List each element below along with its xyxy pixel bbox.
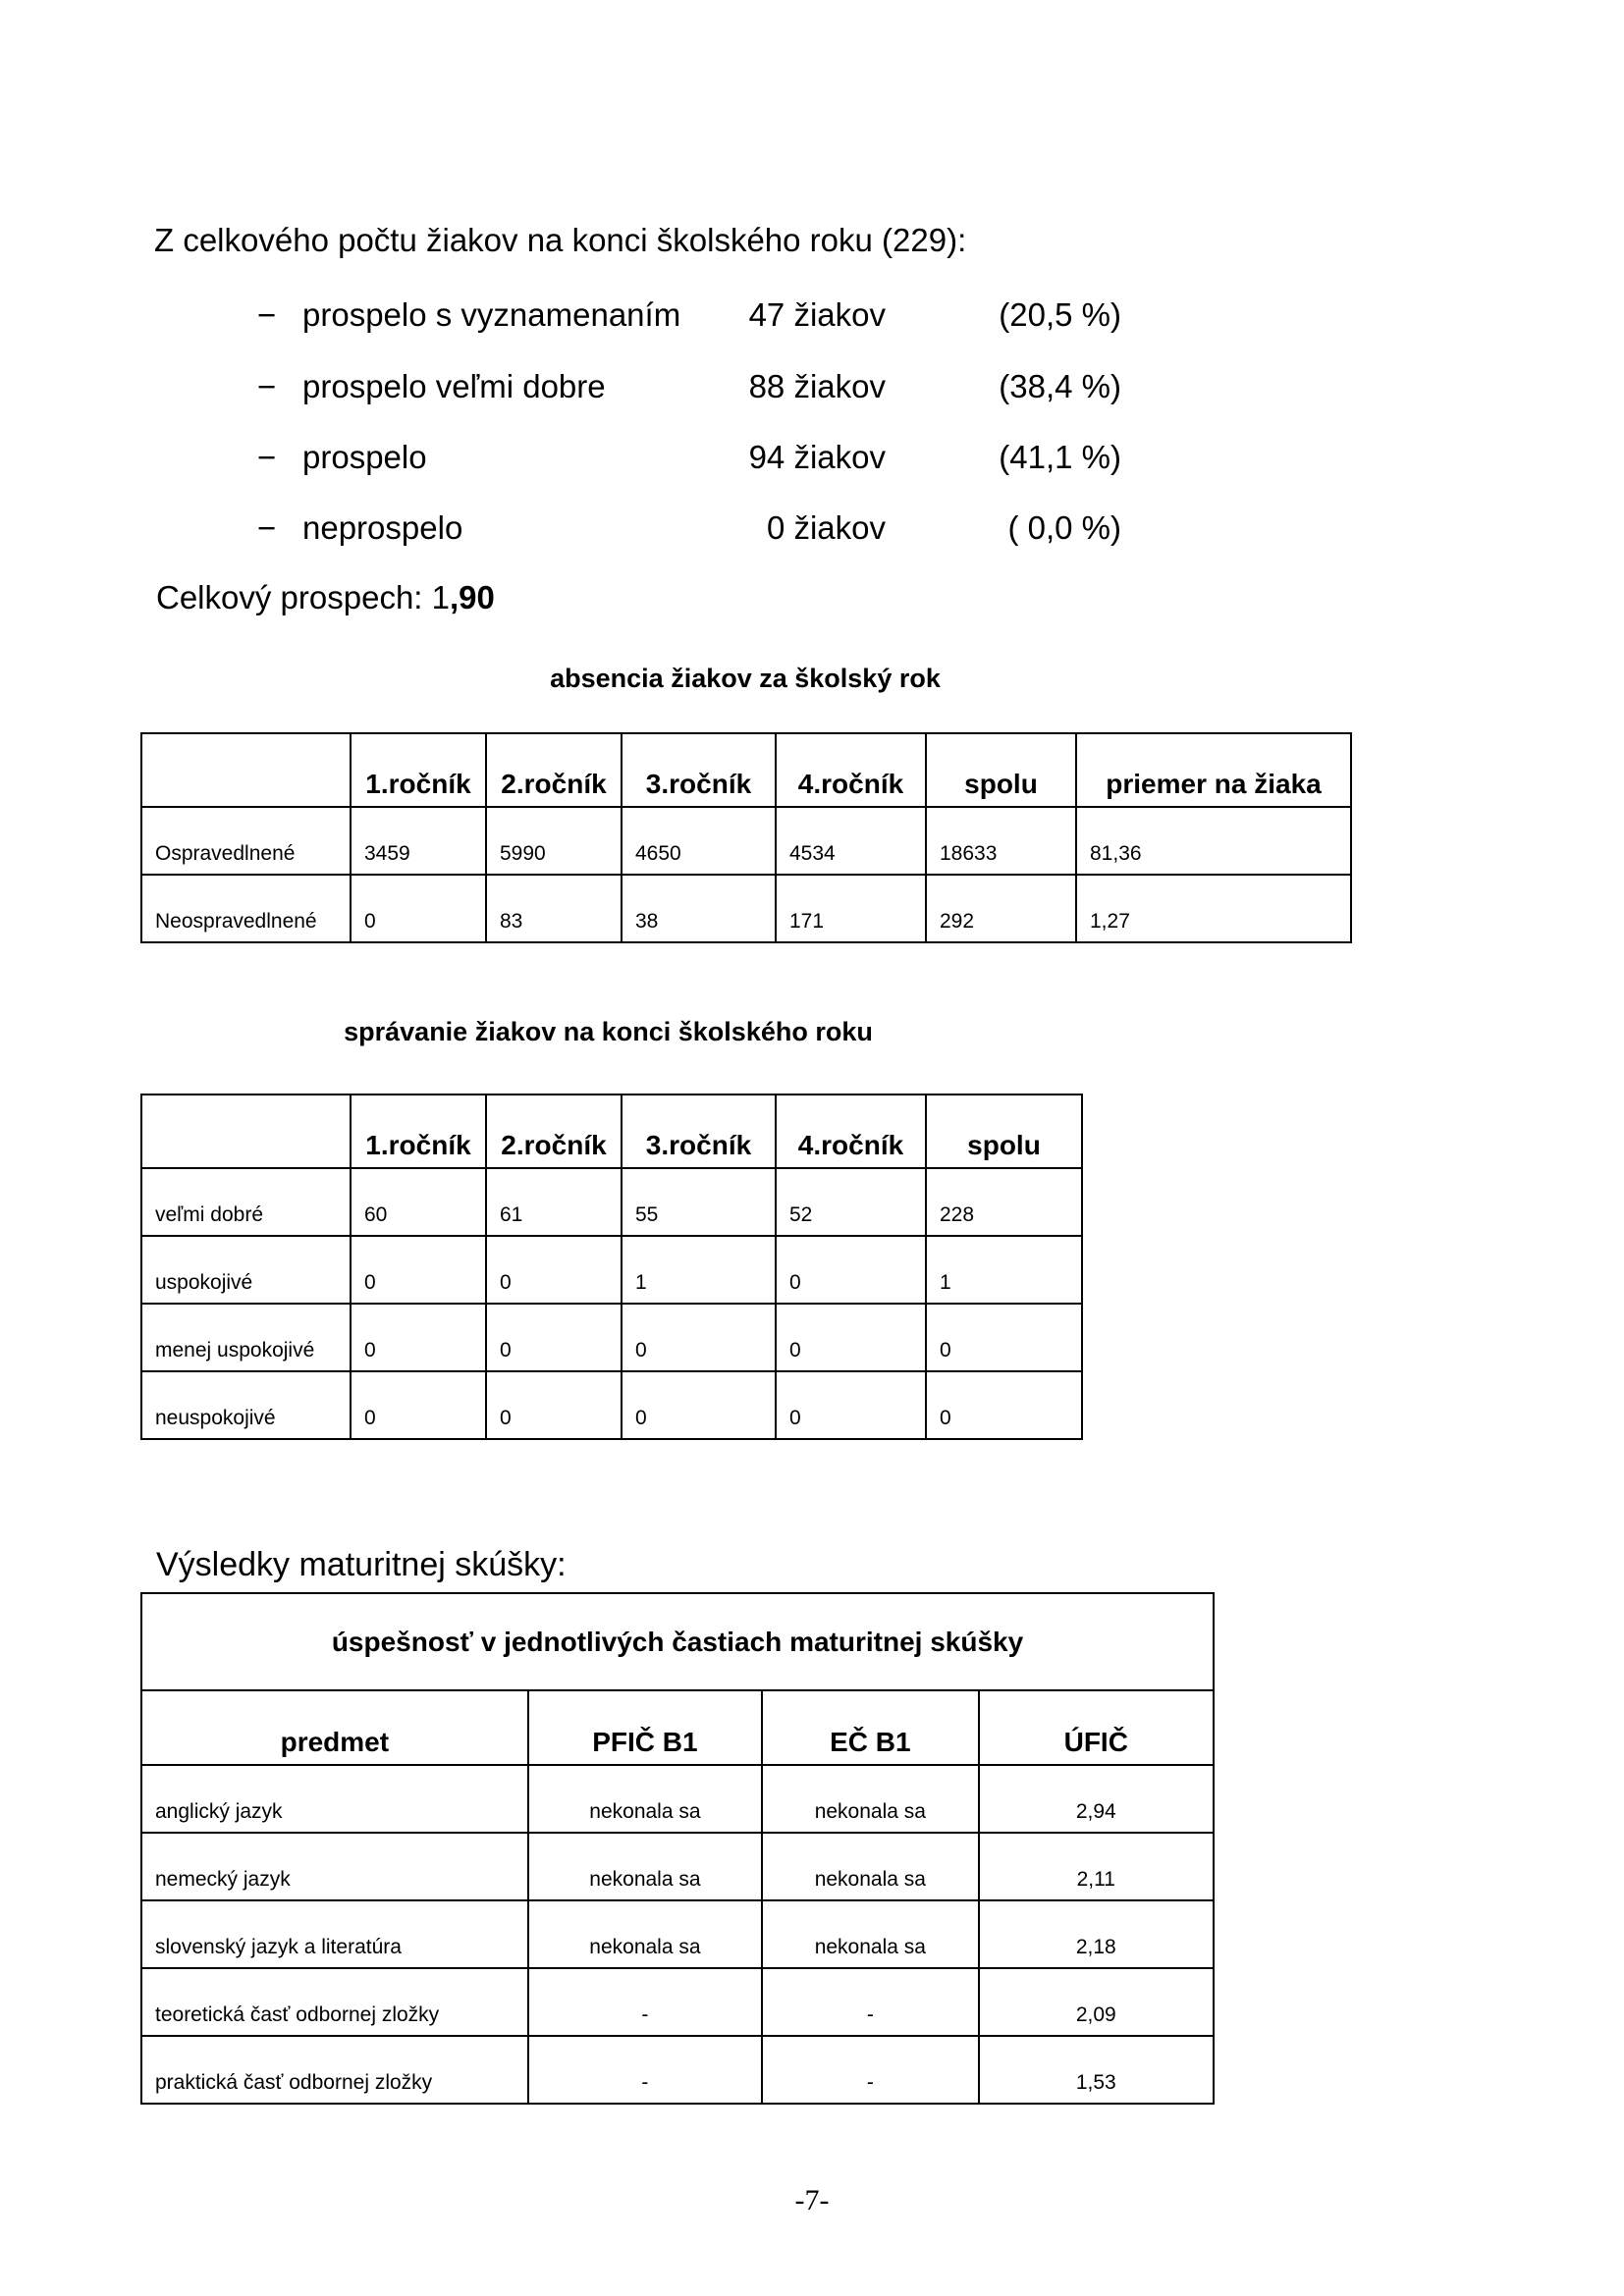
- table-cell: nekonala sa: [528, 1833, 762, 1900]
- table-cell: nekonala sa: [762, 1765, 978, 1833]
- row-label: menej uspokojivé: [141, 1304, 351, 1371]
- table-row: [141, 1900, 1214, 1968]
- table-cell: 61: [486, 1168, 622, 1236]
- overall-value: ,90: [449, 579, 495, 615]
- header-cell: 4.ročník: [776, 733, 926, 807]
- table-cell: 2,11: [979, 1833, 1214, 1900]
- table-cell: -: [528, 2036, 762, 2104]
- table-cell: nekonala sa: [528, 1900, 762, 1968]
- table-cell: 52: [776, 1168, 926, 1236]
- result-label: prospelo veľmi dobre: [302, 368, 606, 404]
- table-cell: -: [762, 1968, 978, 2036]
- table-cell: 5990: [486, 807, 622, 875]
- table-cell: 228: [926, 1168, 1082, 1236]
- overall-label: Celkový prospech: 1: [156, 579, 450, 615]
- result-percent: (20,5 %): [999, 296, 1121, 333]
- table-cell: 0: [622, 1371, 776, 1439]
- table-cell: 0: [486, 1371, 622, 1439]
- row-label: slovenský jazyk a literatúra: [141, 1900, 528, 1968]
- table-cell: 18633: [926, 807, 1076, 875]
- behavior-caption: správanie žiakov na konci školského roku: [344, 1017, 873, 1046]
- header-cell: PFIČ B1: [528, 1690, 762, 1765]
- table-cell: 2,18: [979, 1900, 1214, 1968]
- result-count: 94 žiakov: [748, 439, 886, 475]
- table-header-row: [141, 1095, 1082, 1168]
- table-cell: 55: [622, 1168, 776, 1236]
- table-cell: 1: [622, 1236, 776, 1304]
- table-cell: 0: [926, 1371, 1082, 1439]
- bullet-dash: −: [257, 368, 277, 404]
- table-row: [141, 875, 1351, 942]
- table-cell: 81,36: [1076, 807, 1351, 875]
- header-cell: 1.ročník: [351, 733, 486, 807]
- table-cell: 1,53: [979, 2036, 1214, 2104]
- exam-title-row: [141, 1593, 1214, 1690]
- overall-grade: [156, 579, 495, 616]
- table-row: [141, 1968, 1214, 2036]
- table-cell: 4534: [776, 807, 926, 875]
- behavior-table: [140, 1094, 1083, 1440]
- header-cell: spolu: [926, 1095, 1082, 1168]
- result-label: prospelo s vyznamenaním: [302, 296, 681, 333]
- table-cell: 292: [926, 875, 1076, 942]
- bullet-dash: −: [257, 439, 277, 475]
- table-cell: nekonala sa: [528, 1765, 762, 1833]
- result-label: prospelo: [302, 439, 427, 475]
- row-label: Ospravedlnené: [141, 807, 351, 875]
- result-count: 88 žiakov: [748, 368, 886, 404]
- header-cell: 1.ročník: [351, 1095, 486, 1168]
- bullet-dash: −: [257, 296, 277, 333]
- table-cell: 0: [486, 1236, 622, 1304]
- table-cell: 1,27: [1076, 875, 1351, 942]
- result-count: 0 žiakov: [766, 509, 886, 546]
- table-cell: 2,09: [979, 1968, 1214, 2036]
- table-cell: 0: [351, 1304, 486, 1371]
- table-row: [141, 1168, 1082, 1236]
- table-header-row: [141, 733, 1351, 807]
- result-percent: (38,4 %): [999, 368, 1121, 404]
- header-cell: [141, 733, 351, 807]
- header-cell: 3.ročník: [622, 1095, 776, 1168]
- table-cell: 171: [776, 875, 926, 942]
- result-label: neprospelo: [302, 509, 463, 546]
- exam-section-title: Výsledky maturitnej skúšky:: [156, 1546, 567, 1583]
- table-row: [141, 1833, 1214, 1900]
- table-cell: 60: [351, 1168, 486, 1236]
- absence-table: [140, 732, 1352, 943]
- table-cell: 0: [622, 1304, 776, 1371]
- header-cell: ÚFIČ: [979, 1690, 1214, 1765]
- row-label: praktická časť odbornej zložky: [141, 2036, 528, 2104]
- row-label: veľmi dobré: [141, 1168, 351, 1236]
- header-cell: predmet: [141, 1690, 528, 1765]
- table-cell: nekonala sa: [762, 1900, 978, 1968]
- table-row: [141, 1304, 1082, 1371]
- row-label: nemecký jazyk: [141, 1833, 528, 1900]
- table-cell: nekonala sa: [762, 1833, 978, 1900]
- row-label: uspokojivé: [141, 1236, 351, 1304]
- exam-table-title: úspešnosť v jednotlivých častiach maturitnej skúšky: [141, 1593, 1214, 1690]
- result-count: 47 žiakov: [748, 296, 886, 333]
- table-cell: 0: [351, 1371, 486, 1439]
- table-cell: 0: [776, 1304, 926, 1371]
- table-cell: 0: [776, 1236, 926, 1304]
- table-cell: 0: [926, 1304, 1082, 1371]
- row-label: teoretická časť odbornej zložky: [141, 1968, 528, 2036]
- intro-text: Z celkového počtu žiakov na konci školského roku (229):: [154, 222, 967, 258]
- table-row: [141, 1765, 1214, 1833]
- table-cell: 38: [622, 875, 776, 942]
- header-cell: [141, 1095, 351, 1168]
- header-cell: spolu: [926, 733, 1076, 807]
- table-cell: 2,94: [979, 1765, 1214, 1833]
- row-label: anglický jazyk: [141, 1765, 528, 1833]
- table-header-row: [141, 1690, 1214, 1765]
- result-percent: ( 0,0 %): [1007, 509, 1121, 546]
- table-cell: 0: [351, 875, 486, 942]
- header-cell: priemer na žiaka: [1076, 733, 1351, 807]
- header-cell: 2.ročník: [486, 733, 622, 807]
- header-cell: 3.ročník: [622, 733, 776, 807]
- table-cell: -: [762, 2036, 978, 2104]
- result-percent: (41,1 %): [999, 439, 1121, 475]
- page-number: -7-: [794, 2184, 830, 2216]
- bullet-dash: −: [257, 509, 277, 546]
- table-cell: 0: [351, 1236, 486, 1304]
- exam-table: [140, 1592, 1215, 2105]
- table-cell: 1: [926, 1236, 1082, 1304]
- table-cell: -: [528, 1968, 762, 2036]
- table-row: [141, 1236, 1082, 1304]
- header-cell: EČ B1: [762, 1690, 978, 1765]
- row-label: neuspokojivé: [141, 1371, 351, 1439]
- table-row: [141, 2036, 1214, 2104]
- table-cell: 0: [486, 1304, 622, 1371]
- table-cell: 83: [486, 875, 622, 942]
- row-label: Neospravedlnené: [141, 875, 351, 942]
- table-row: [141, 1371, 1082, 1439]
- table-cell: 0: [776, 1371, 926, 1439]
- table-row: [141, 807, 1351, 875]
- absence-caption: absencia žiakov za školský rok: [550, 664, 941, 693]
- table-cell: 3459: [351, 807, 486, 875]
- table-cell: 4650: [622, 807, 776, 875]
- header-cell: 4.ročník: [776, 1095, 926, 1168]
- header-cell: 2.ročník: [486, 1095, 622, 1168]
